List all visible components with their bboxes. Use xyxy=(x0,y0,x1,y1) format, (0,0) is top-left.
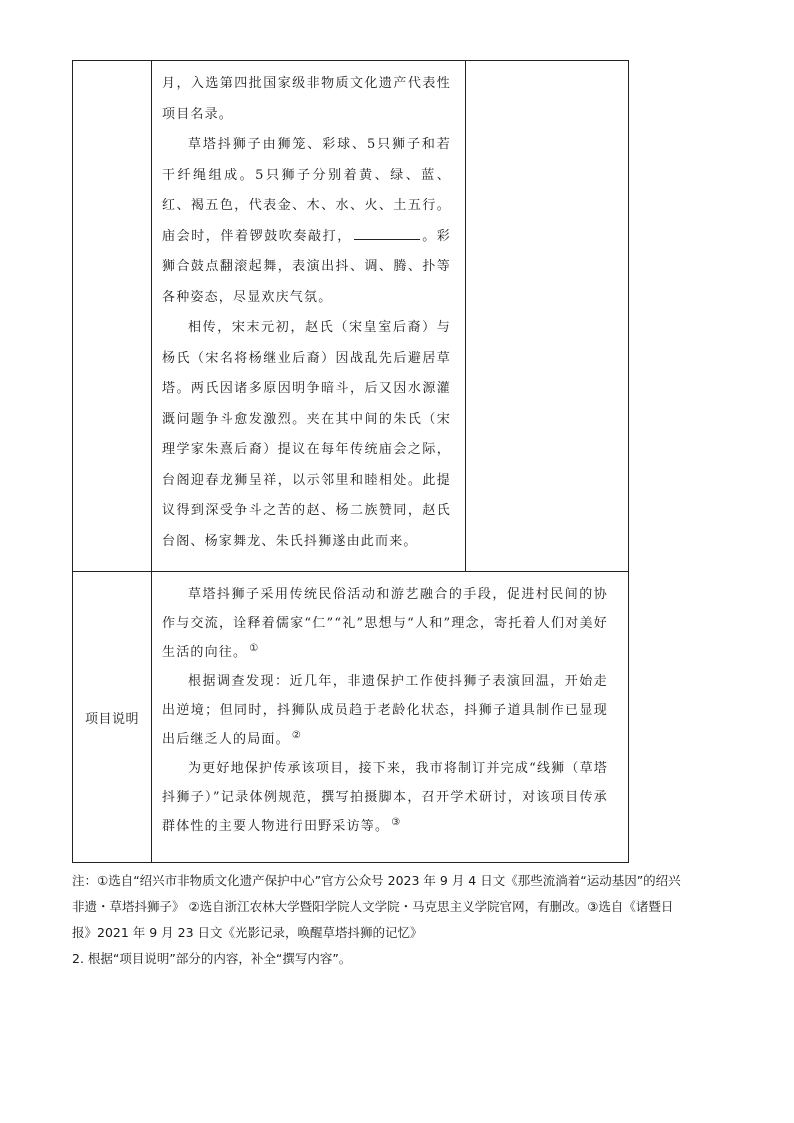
footnote-mark-1: ① xyxy=(249,642,260,654)
paragraph-listing: 月，入选第四批国家级非物质文化遗产代表性项目名录。 xyxy=(162,76,451,122)
footnote-mark-2: ② xyxy=(291,729,302,741)
footnote-mark-3: ③ xyxy=(391,816,402,828)
question-2: 2. 根据“项目说明”部分的内容，补全“撰写内容”。 xyxy=(72,951,352,966)
paragraph-composition xyxy=(162,130,451,313)
description-text-3: 为更好地保护传承该项目，接下来，我市将制订并完成“线狮（草塔抖狮子）”记录体例规范，撰写拍摄脚本，召开学术研讨，对该项目传承群体性的主要人物进行田野采访等。 xyxy=(162,761,608,834)
composition-text-end: 。彩狮合鼓点翻滚起舞，表演出抖、调、腾、扑等各种姿态，尽显欢庆气氛。 xyxy=(162,228,451,305)
description-paragraph-2 xyxy=(162,667,608,754)
row1-label-cell xyxy=(73,61,152,572)
source-notes: 注：①选自“绍兴市非物质文化遗产保护中心”官方公众号 2023 年 9 月 4 日文《那些流淌着“运动基因”的绍兴非遗・草塔抖狮子》 ②选自浙江农林大学暨阳学院人文学院・马克思主义学院官网，有删改。③选自《诸暨日报》2021 年 9 月 23 日文《光影记录，唤醒草塔抖狮的记忆》 xyxy=(72,873,681,940)
table-row-description xyxy=(73,572,629,863)
description-paragraph-1 xyxy=(162,580,608,667)
description-paragraph-3 xyxy=(162,754,608,841)
history-text-cell xyxy=(152,61,466,572)
description-text-1: 草塔抖狮子采用传统民俗活动和游艺融合的手段，促进村民间的协作与交流，诠释着儒家“仁”“礼”思想与“人和”理念，寄托着人们对美好生活的向往。 xyxy=(162,587,608,660)
fill-in-blank[interactable] xyxy=(354,225,420,240)
composition-text: 草塔抖狮子由狮笼、彩球、5只狮子和若干纤绳组成。5只狮子分别着黄、绿、蓝、红、褐五色，代表金、木、水、火、土五行。庙会时，伴着锣鼓吹奏敲打， xyxy=(162,137,451,244)
description-text-2: 根据调查发现：近几年，非遗保护工作使抖狮子表演回温，开始走出逆境；但同时，抖狮队成员趋于老龄化状态，抖狮子道具制作已显现出后继乏人的局面。 xyxy=(162,674,608,747)
project-table xyxy=(72,60,629,863)
project-description-cell xyxy=(152,572,629,863)
row1-right-cell xyxy=(466,61,629,572)
project-description-label: 项目说明 xyxy=(73,572,152,863)
table-row-content xyxy=(73,61,629,572)
paragraph-legend: 相传，宋末元初，赵氏（宋皇室后裔）与杨氏（宋名将杨继业后裔）因战乱先后避居草塔。两氏因诸多原因明争暗斗，后又因水源灌溉问题争斗愈发激烈。夹在其中间的朱氏（宋理学家朱熹后裔）提议在每年传统庙会之际，台阁迎春龙狮呈祥，以示邻里和睦相处。此提议得到深受争斗之苦的赵、杨二族赞同，赵氏台阁、杨家舞龙、朱氏抖狮遂由此而来。 xyxy=(162,320,451,549)
notes-section xyxy=(72,868,692,972)
